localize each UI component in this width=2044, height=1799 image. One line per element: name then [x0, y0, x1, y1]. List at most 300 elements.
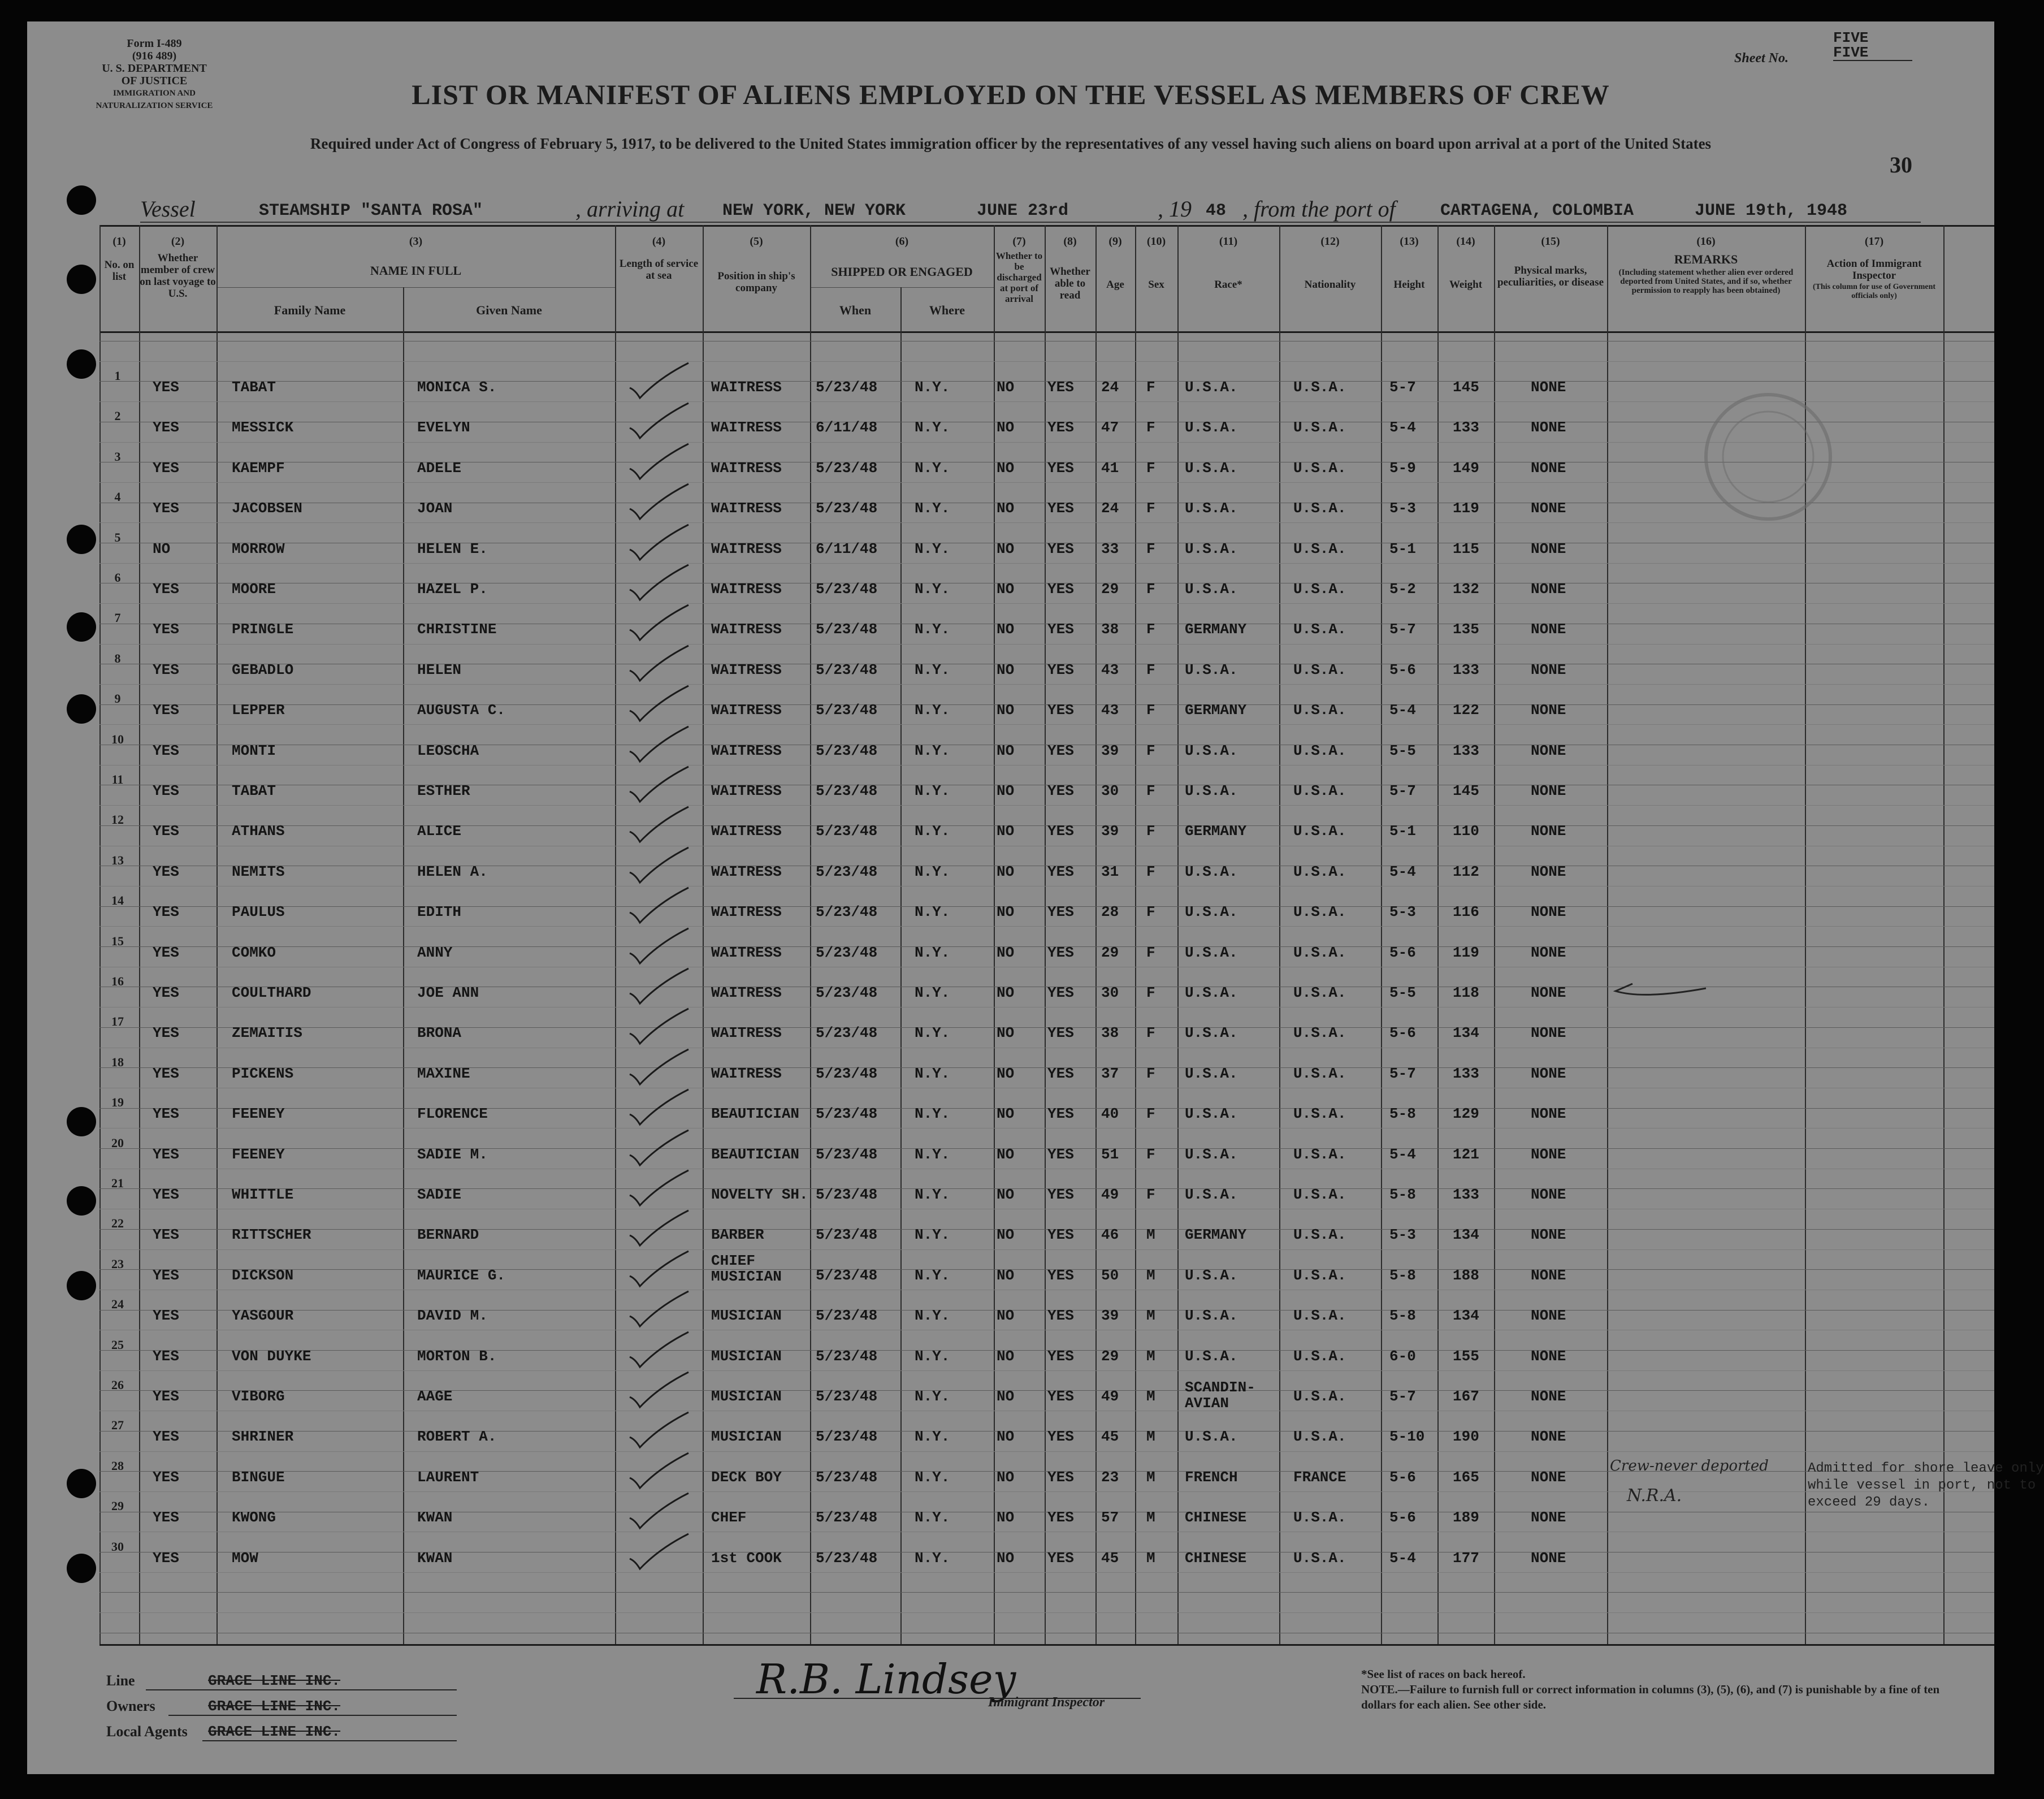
table-header-rule — [99, 331, 1994, 333]
col1-number: (1) — [112, 235, 126, 248]
cell-family: PAULUS — [232, 903, 285, 921]
cell-disch: NO — [997, 944, 1015, 961]
col12-number: (12) — [1320, 235, 1340, 248]
row-number: 9 — [114, 691, 121, 706]
cell-disch: NO — [997, 581, 1015, 598]
cell-where: N.Y. — [915, 581, 950, 598]
cell-age: 57 — [1101, 1509, 1119, 1526]
cell-last: YES — [153, 661, 179, 678]
cell-nat: U.S.A. — [1293, 1226, 1346, 1244]
cell-age: 43 — [1101, 702, 1119, 719]
cell-read: YES — [1047, 702, 1074, 719]
cell-nat: U.S.A. — [1293, 500, 1346, 517]
service-name: IMMIGRATION AND NATURALIZATION SERVICE — [96, 89, 213, 110]
cell-disch: NO — [997, 500, 1015, 517]
cell-age: 51 — [1101, 1145, 1119, 1163]
arriving-port: NEW YORK, NEW YORK — [722, 201, 906, 220]
cell-given: MORTON B. — [417, 1347, 497, 1365]
line-label: Line — [106, 1672, 135, 1689]
row-rule — [99, 1027, 1994, 1028]
row-rule — [99, 1067, 1994, 1068]
cell-family: SHRINER — [232, 1428, 294, 1446]
cell-nat: U.S.A. — [1293, 1347, 1346, 1365]
cell-sex: M — [1146, 1388, 1155, 1405]
cell-height: 5-4 — [1389, 702, 1416, 719]
cell-weight: 134 — [1453, 1024, 1479, 1042]
department-name: U. S. DEPARTMENT OF JUSTICE — [102, 62, 207, 87]
cell-read: YES — [1047, 903, 1074, 921]
cell-last: YES — [153, 621, 179, 638]
sheet-number-text-typed: FIVE — [1833, 44, 1869, 61]
cell-height: 5-7 — [1389, 1388, 1416, 1405]
checkmark-icon — [625, 845, 693, 890]
col8-header: Whether able to read — [1050, 266, 1090, 301]
row-rule — [99, 1491, 1994, 1492]
checkmark-icon — [625, 926, 693, 971]
cell-family: ATHANS — [232, 823, 285, 840]
column-rule — [403, 287, 404, 1644]
cell-disch: NO — [997, 1509, 1015, 1526]
cell-nat: U.S.A. — [1293, 459, 1346, 477]
cell-where: N.Y. — [915, 1509, 950, 1526]
cell-given: KWAN — [417, 1509, 453, 1526]
row-number: 7 — [114, 611, 121, 625]
row-number: 24 — [111, 1297, 124, 1312]
cell-family: NEMITS — [232, 863, 285, 880]
cell-given: LEOSCHA — [417, 742, 479, 759]
cell-height: 5-4 — [1389, 863, 1416, 880]
cell-marks: NONE — [1531, 661, 1566, 678]
cell-read: YES — [1047, 782, 1074, 799]
cell-family: PICKENS — [232, 1065, 294, 1082]
checkmark-icon — [625, 885, 693, 931]
remark-handwritten-1: Crew-never deported — [1610, 1458, 1769, 1474]
col3-number: (3) — [409, 235, 423, 248]
cell-age: 29 — [1101, 944, 1119, 961]
col6-header: SHIPPED OR ENGAGED — [831, 265, 973, 279]
col4-header: Length of service at sea — [619, 258, 699, 282]
cell-last: YES — [153, 500, 179, 517]
cell-when: 5/23/48 — [816, 1105, 878, 1123]
cell-when: 5/23/48 — [816, 621, 878, 638]
cell-sex: F — [1146, 782, 1155, 799]
cell-family: KWONG — [232, 1509, 276, 1526]
checkmark-icon — [625, 442, 693, 487]
cell-family: VIBORG — [232, 1388, 285, 1405]
cell-position: WAITRESS — [711, 782, 782, 799]
cell-race: U.S.A. — [1185, 944, 1238, 961]
cell-disch: NO — [997, 621, 1015, 638]
cell-read: YES — [1047, 1226, 1074, 1244]
from-date: JUNE 19th, 1948 — [1695, 201, 1848, 220]
row-rule — [99, 1249, 1994, 1250]
cell-marks: NONE — [1531, 903, 1566, 921]
cell-family: COULTHARD — [232, 984, 311, 1001]
cell-last: YES — [153, 1388, 179, 1405]
cell-race-continued: AVIAN — [1185, 1395, 1229, 1412]
cell-marks: NONE — [1531, 379, 1566, 396]
cell-height: 5-6 — [1389, 1468, 1416, 1486]
cell-last: YES — [153, 1266, 179, 1284]
row-rule — [99, 1108, 1994, 1109]
cell-sex: M — [1146, 1347, 1155, 1365]
cell-race: U.S.A. — [1185, 903, 1238, 921]
col8-number: (8) — [1063, 235, 1077, 248]
punch-hole — [67, 349, 96, 379]
checkmark-icon — [625, 401, 693, 446]
cell-race: U.S.A. — [1185, 1065, 1238, 1082]
cell-race: U.S.A. — [1185, 984, 1238, 1001]
cell-race: CHINESE — [1185, 1509, 1247, 1526]
cell-age: 37 — [1101, 1065, 1119, 1082]
cell-read: YES — [1047, 379, 1074, 396]
cell-marks: NONE — [1531, 459, 1566, 477]
cell-given: ROBERT A. — [417, 1428, 497, 1446]
cell-when: 5/23/48 — [816, 1065, 878, 1082]
cell-marks: NONE — [1531, 1549, 1566, 1567]
cell-given: SADIE — [417, 1186, 462, 1203]
row-number: 5 — [114, 530, 121, 544]
cell-age: 43 — [1101, 661, 1119, 678]
cell-when: 5/23/48 — [816, 1509, 878, 1526]
cell-weight: 145 — [1453, 782, 1479, 799]
cell-nat: U.S.A. — [1293, 742, 1346, 759]
cell-disch: NO — [997, 661, 1015, 678]
vessel-label: Vessel — [140, 196, 196, 222]
cell-disch: NO — [997, 863, 1015, 880]
cell-sex: F — [1146, 742, 1155, 759]
vessel-underline — [140, 222, 1921, 223]
cell-sex: M — [1146, 1509, 1155, 1526]
cell-given: KWAN — [417, 1549, 453, 1567]
row-rule — [99, 724, 1994, 725]
cell-sex: F — [1146, 1105, 1155, 1123]
cell-nat: U.S.A. — [1293, 379, 1346, 396]
cell-last: YES — [153, 1226, 179, 1244]
cell-position: WAITRESS — [711, 702, 782, 719]
cell-sex: F — [1146, 984, 1155, 1001]
checkmark-icon — [625, 1168, 693, 1213]
checkmark-icon — [625, 563, 693, 608]
cell-height: 5-6 — [1389, 661, 1416, 678]
cell-marks: NONE — [1531, 863, 1566, 880]
cell-family: MESSICK — [232, 419, 294, 436]
cell-read: YES — [1047, 459, 1074, 477]
cell-marks: NONE — [1531, 782, 1566, 799]
cell-last: YES — [153, 1468, 179, 1486]
cell-weight: 155 — [1453, 1347, 1479, 1365]
cell-where: N.Y. — [915, 782, 950, 799]
cell-marks: NONE — [1531, 1307, 1566, 1325]
cell-when: 5/23/48 — [816, 1024, 878, 1042]
cell-position: WAITRESS — [711, 1065, 782, 1082]
cell-given: FLORENCE — [417, 1105, 488, 1123]
cell-when: 5/23/48 — [816, 903, 878, 921]
col13-number: (13) — [1400, 235, 1419, 248]
cell-height: 5-8 — [1389, 1186, 1416, 1203]
cell-where: N.Y. — [915, 1266, 950, 1284]
cell-age: 49 — [1101, 1388, 1119, 1405]
cell-nat: U.S.A. — [1293, 419, 1346, 436]
col16-header: REMARKS — [1674, 252, 1738, 266]
cell-nat: U.S.A. — [1293, 782, 1346, 799]
cell-last: YES — [153, 1065, 179, 1082]
cell-weight: 122 — [1453, 702, 1479, 719]
cell-last: YES — [153, 581, 179, 598]
row-number: 15 — [111, 933, 124, 948]
cell-position: MUSICIAN — [711, 1428, 782, 1446]
page-number: 30 — [1890, 152, 1912, 178]
row-number: 26 — [111, 1378, 124, 1392]
row-rule — [99, 805, 1994, 806]
cell-weight: 115 — [1453, 540, 1479, 557]
cell-position: MUSICIAN — [711, 1307, 782, 1325]
cell-nat: U.S.A. — [1293, 661, 1346, 678]
cell-marks: NONE — [1531, 1509, 1566, 1526]
cell-family: COMKO — [232, 944, 276, 961]
cell-nat: U.S.A. — [1293, 903, 1346, 921]
cell-position: MUSICIAN — [711, 1347, 782, 1365]
cell-disch: NO — [997, 782, 1015, 799]
cell-read: YES — [1047, 823, 1074, 840]
cell-family: RITTSCHER — [232, 1226, 311, 1244]
cell-marks: NONE — [1531, 1428, 1566, 1446]
cell-position: WAITRESS — [711, 459, 782, 477]
cell-position: WAITRESS — [711, 1024, 782, 1042]
cell-where: N.Y. — [915, 379, 950, 396]
checkmark-icon — [625, 603, 693, 648]
cell-race: U.S.A. — [1185, 500, 1238, 517]
punch-hole — [67, 265, 96, 294]
cell-height: 5-10 — [1389, 1428, 1425, 1446]
cell-position: WAITRESS — [711, 863, 782, 880]
cell-disch: NO — [997, 1065, 1015, 1082]
cell-height: 5-5 — [1389, 984, 1416, 1001]
footer-note — [1361, 1667, 1955, 1712]
line-underline — [146, 1689, 457, 1690]
cell-last: NO — [153, 540, 171, 557]
cell-weight: 133 — [1453, 419, 1479, 436]
cell-age: 49 — [1101, 1186, 1119, 1203]
cell-read: YES — [1047, 1428, 1074, 1446]
cell-age: 30 — [1101, 782, 1119, 799]
cell-family: MOW — [232, 1549, 258, 1567]
cell-race: U.S.A. — [1185, 419, 1238, 436]
punch-hole — [67, 525, 96, 554]
row-rule — [99, 1188, 1994, 1189]
cell-where: N.Y. — [915, 1065, 950, 1082]
row-rule — [99, 926, 1994, 927]
owners-underline — [168, 1715, 457, 1716]
cell-last: YES — [153, 1024, 179, 1042]
cell-height: 5-3 — [1389, 903, 1416, 921]
cell-race: U.S.A. — [1185, 742, 1238, 759]
sheet-number-label: Sheet No. — [1734, 51, 1788, 66]
cell-nat: U.S.A. — [1293, 540, 1346, 557]
cell-height: 5-1 — [1389, 823, 1416, 840]
cell-read: YES — [1047, 540, 1074, 557]
vessel-line — [140, 191, 1921, 222]
cell-disch: NO — [997, 1428, 1015, 1446]
cell-height: 5-3 — [1389, 500, 1416, 517]
cell-last: YES — [153, 1428, 179, 1446]
cell-height: 5-9 — [1389, 459, 1416, 477]
cell-height: 5-1 — [1389, 540, 1416, 557]
cell-nat: U.S.A. — [1293, 944, 1346, 961]
col16-subheader: (Including statement whether alien ever ordered deported from United States, and if so, whether permission to reapply has been obtained) — [1618, 268, 1794, 295]
cell-where: N.Y. — [915, 419, 950, 436]
inspector-label: Immigrant Inspector — [988, 1695, 1105, 1710]
cell-last: YES — [153, 863, 179, 880]
cell-marks: NONE — [1531, 621, 1566, 638]
cell-position: CHEF — [711, 1509, 747, 1526]
punch-hole — [67, 1271, 96, 1300]
cell-weight: 134 — [1453, 1226, 1479, 1244]
cell-where: N.Y. — [915, 742, 950, 759]
checkmark-icon — [625, 724, 693, 769]
checkmark-icon — [625, 684, 693, 729]
cell-family: WHITTLE — [232, 1186, 294, 1203]
cell-given: HELEN E. — [417, 540, 488, 557]
cell-weight: 110 — [1453, 823, 1479, 840]
cell-where: N.Y. — [915, 1226, 950, 1244]
row-number: 1 — [114, 369, 121, 383]
cell-age: 28 — [1101, 903, 1119, 921]
cell-age: 29 — [1101, 581, 1119, 598]
cell-given: HELEN A. — [417, 863, 488, 880]
cell-race: GERMANY — [1185, 1226, 1247, 1244]
cell-when: 5/23/48 — [816, 581, 878, 598]
cell-position: WAITRESS — [711, 903, 782, 921]
cell-position: MUSICIAN — [711, 1388, 782, 1405]
cell-height: 5-7 — [1389, 379, 1416, 396]
cell-when: 5/23/48 — [816, 1388, 878, 1405]
col17-subheader: (This column for use of Government officials only) — [1812, 283, 1936, 300]
checkmark-icon — [625, 482, 693, 527]
cell-nat: U.S.A. — [1293, 1428, 1346, 1446]
cell-disch: NO — [997, 1347, 1015, 1365]
cell-weight: 132 — [1453, 581, 1479, 598]
col16-number: (16) — [1696, 235, 1716, 248]
cell-read: YES — [1047, 1024, 1074, 1042]
cell-given: JOAN — [417, 500, 453, 517]
cell-disch: NO — [997, 379, 1015, 396]
remark-typed-line: Admitted for shore leave only — [1808, 1461, 2044, 1476]
row-number: 3 — [114, 449, 121, 464]
row-number: 14 — [111, 893, 124, 908]
cell-nat: U.S.A. — [1293, 621, 1346, 638]
cell-position: BEAUTICIAN — [711, 1105, 800, 1123]
cell-nat: U.S.A. — [1293, 823, 1346, 840]
cell-age: 46 — [1101, 1226, 1119, 1244]
cell-age: 23 — [1101, 1468, 1119, 1486]
cell-when: 6/11/48 — [816, 540, 878, 557]
cell-age: 45 — [1101, 1549, 1119, 1567]
cell-last: YES — [153, 459, 179, 477]
cell-when: 5/23/48 — [816, 1186, 878, 1203]
cell-weight: 129 — [1453, 1105, 1479, 1123]
cell-last: YES — [153, 1509, 179, 1526]
cell-sex: F — [1146, 379, 1155, 396]
cell-position: WAITRESS — [711, 379, 782, 396]
cell-disch: NO — [997, 1307, 1015, 1325]
cell-height: 5-6 — [1389, 1024, 1416, 1042]
cell-when: 5/23/48 — [816, 379, 878, 396]
cell-nat: U.S.A. — [1293, 1549, 1346, 1567]
col6-where-header: Where — [929, 303, 965, 317]
row-rule — [99, 1572, 1994, 1573]
vessel-name: STEAMSHIP "SANTA ROSA" — [259, 201, 483, 220]
checkmark-icon — [625, 1208, 693, 1253]
cell-read: YES — [1047, 661, 1074, 678]
cell-race: SCANDIN- — [1185, 1379, 1255, 1396]
cell-nat: U.S.A. — [1293, 1024, 1346, 1042]
cell-height: 5-4 — [1389, 1145, 1416, 1163]
cell-age: 31 — [1101, 863, 1119, 880]
cell-position: WAITRESS — [711, 540, 782, 557]
cell-given: ANNY — [417, 944, 453, 961]
cell-when: 5/23/48 — [816, 702, 878, 719]
cell-given: ALICE — [417, 823, 462, 840]
cell-where: N.Y. — [915, 1468, 950, 1486]
cell-race: GERMANY — [1185, 702, 1247, 719]
cell-disch: NO — [997, 984, 1015, 1001]
cell-where: N.Y. — [915, 1105, 950, 1123]
row-rule — [99, 644, 1994, 645]
cell-when: 5/23/48 — [816, 742, 878, 759]
punch-hole — [67, 1469, 96, 1498]
cell-weight: 121 — [1453, 1145, 1479, 1163]
cell-race: U.S.A. — [1185, 1186, 1238, 1203]
cell-where: N.Y. — [915, 661, 950, 678]
cell-position: DECK BOY — [711, 1468, 782, 1486]
cell-weight: 145 — [1453, 379, 1479, 396]
cell-given: BRONA — [417, 1024, 462, 1042]
cell-age: 24 — [1101, 379, 1119, 396]
cell-when: 5/23/48 — [816, 1347, 878, 1365]
cell-race: U.S.A. — [1185, 581, 1238, 598]
cell-age: 38 — [1101, 1024, 1119, 1042]
cell-age: 33 — [1101, 540, 1119, 557]
row-rule — [99, 765, 1994, 766]
cell-read: YES — [1047, 1468, 1074, 1486]
cell-last: YES — [153, 742, 179, 759]
cell-weight: 165 — [1453, 1468, 1479, 1486]
cell-marks: NONE — [1531, 419, 1566, 436]
cell-when: 6/11/48 — [816, 419, 878, 436]
cell-race: U.S.A. — [1185, 863, 1238, 880]
col15-number: (15) — [1541, 235, 1560, 248]
cell-marks: NONE — [1531, 1105, 1566, 1123]
cell-family: MONTI — [232, 742, 276, 759]
cell-last: YES — [153, 1105, 179, 1123]
cell-family: BINGUE — [232, 1468, 285, 1486]
cell-disch: NO — [997, 1549, 1015, 1567]
cell-sex: M — [1146, 1266, 1155, 1284]
row-number: 8 — [114, 651, 121, 665]
cell-given: EVELYN — [417, 419, 470, 436]
cell-given: EDITH — [417, 903, 462, 921]
row-number: 16 — [111, 974, 124, 988]
sheet-number-text: FIVE — [1833, 29, 1869, 46]
col5-number: (5) — [750, 235, 763, 248]
cell-marks: NONE — [1531, 581, 1566, 598]
row-number: 2 — [114, 409, 121, 423]
cell-position: WAITRESS — [711, 823, 782, 840]
row-rule — [99, 603, 1994, 604]
cell-where: N.Y. — [915, 540, 950, 557]
row-number: 19 — [111, 1095, 124, 1110]
